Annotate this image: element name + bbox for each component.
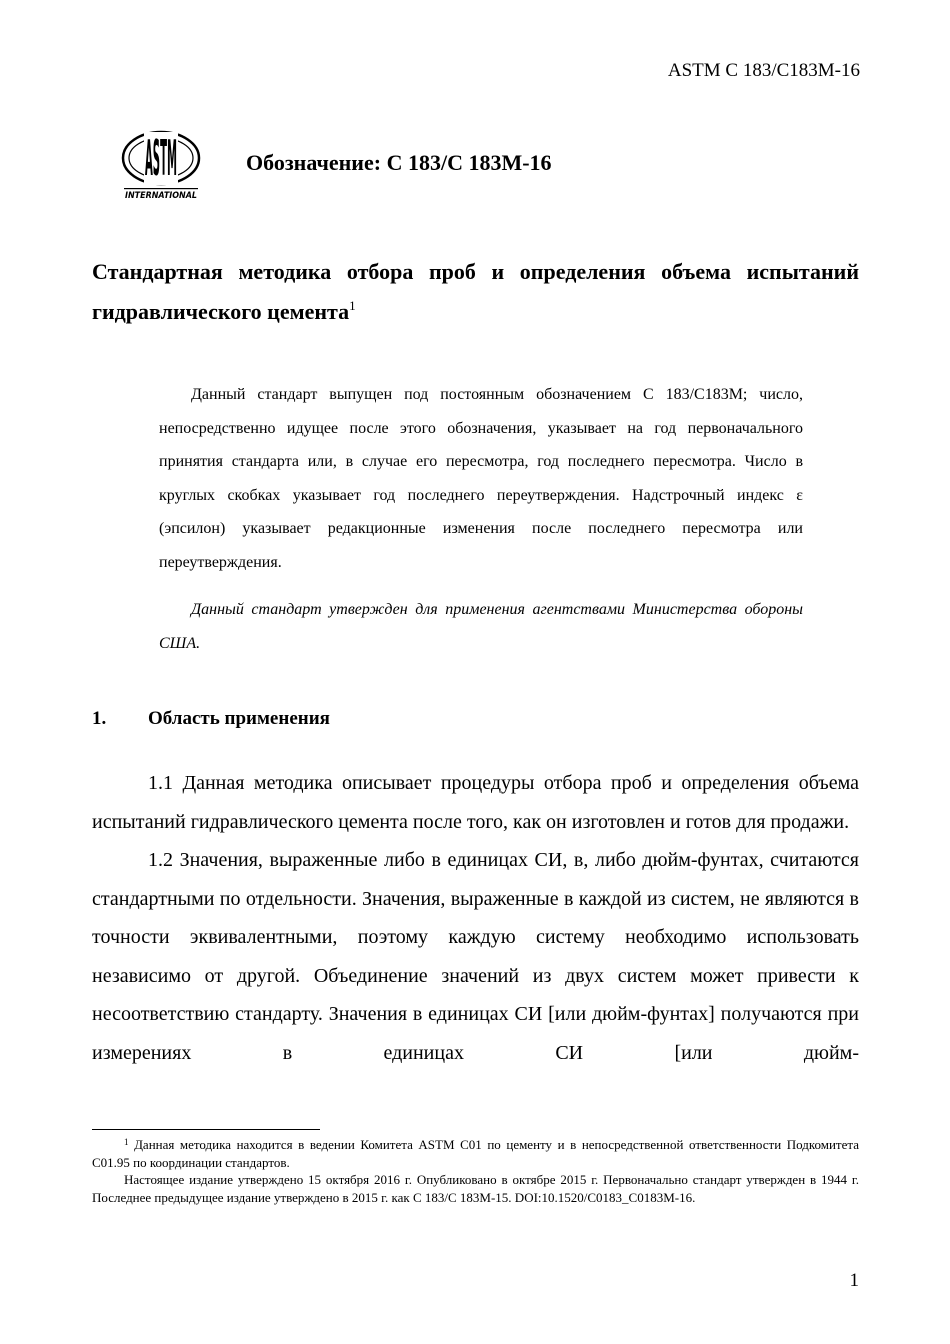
dod-approval-notice: Данный стандарт утвержден для применения агентствами Министерства обороны США. — [159, 601, 803, 652]
footnote-edition: Настоящее издание утверждено 15 октября 2016 г. Опубликовано в октябре 2015 г. Первоначально стандарт утвержден в 1944 г. Последнее предыдущее издание утверждено в 2015 г. как С 183/С 183М-15. DOI:10.1520/C0183_C0183M-16. — [92, 1172, 859, 1205]
svg-text:INTERNATIONAL: INTERNATIONAL — [125, 191, 197, 201]
issuance-notice: Данный стандарт выпущен под постоянным обозначением С 183/С183М; число, непосредственно идущее после этого обозначения, указывает на год первоначального принятия стандарта или, в случае его пересмотра, год последнего пересмотра. Число в круглых скобках указывает год последнего переутверждения. Надстрочный индекс ε (эпсилон) указывает редакционные изменения после последнего пересмотра или переутверждения. — [159, 386, 803, 571]
footnote-marker: 1 — [124, 1137, 129, 1147]
footnote-committee-text: Данная методика находится в ведении Комитета ASTM C01 по цементу и в непосредственной ответственности Подкомитета С01.95 по координации стандартов. — [92, 1137, 859, 1170]
astm-logo-icon — [120, 128, 202, 202]
section-number: 1. — [92, 708, 107, 729]
designation-heading: Обозначение: С 183/С 183М-16 — [246, 150, 552, 175]
standard-notice — [159, 378, 803, 660]
section-heading-scope — [92, 708, 330, 730]
document-title — [92, 252, 859, 332]
paragraph-1-2: 1.2 Значения, выраженные либо в единицах СИ, в, либо дюйм-фунтах, считаются стандартными по отдельности. Значения, выраженные в каждой из систем, не являются в точности эквивалентными, поэтому каждую систему необходимо использовать независимо от другой. Объединение значений из двух систем может привести к несоответствию стандарту. Значения в единицах СИ [или дюйм-фунтах] получаются при измерениях в единицах СИ [или дюйм- — [92, 849, 859, 1064]
scope-body — [92, 764, 859, 1072]
footnote-divider — [92, 1129, 320, 1130]
svg-text:ASTM: ASTM — [145, 128, 177, 188]
document-title-text: Стандартная методика отбора проб и определения объема испытаний гидравлического цемента — [92, 259, 859, 324]
footnote-committee — [92, 1136, 859, 1171]
page-number: 1 — [849, 1270, 859, 1291]
astm-international-logo — [120, 128, 202, 202]
section-title: Область применения — [148, 708, 330, 729]
document-code-header: ASTM C 183/C183M-16 — [667, 60, 860, 81]
footnotes — [92, 1136, 859, 1206]
title-footnote-ref: 1 — [349, 298, 356, 313]
paragraph-1-1: 1.1 Данная методика описывает процедуры отбора проб и определения объема испытаний гидравлического цемента после того, как он изготовлен и готов для продажи. — [92, 772, 859, 833]
